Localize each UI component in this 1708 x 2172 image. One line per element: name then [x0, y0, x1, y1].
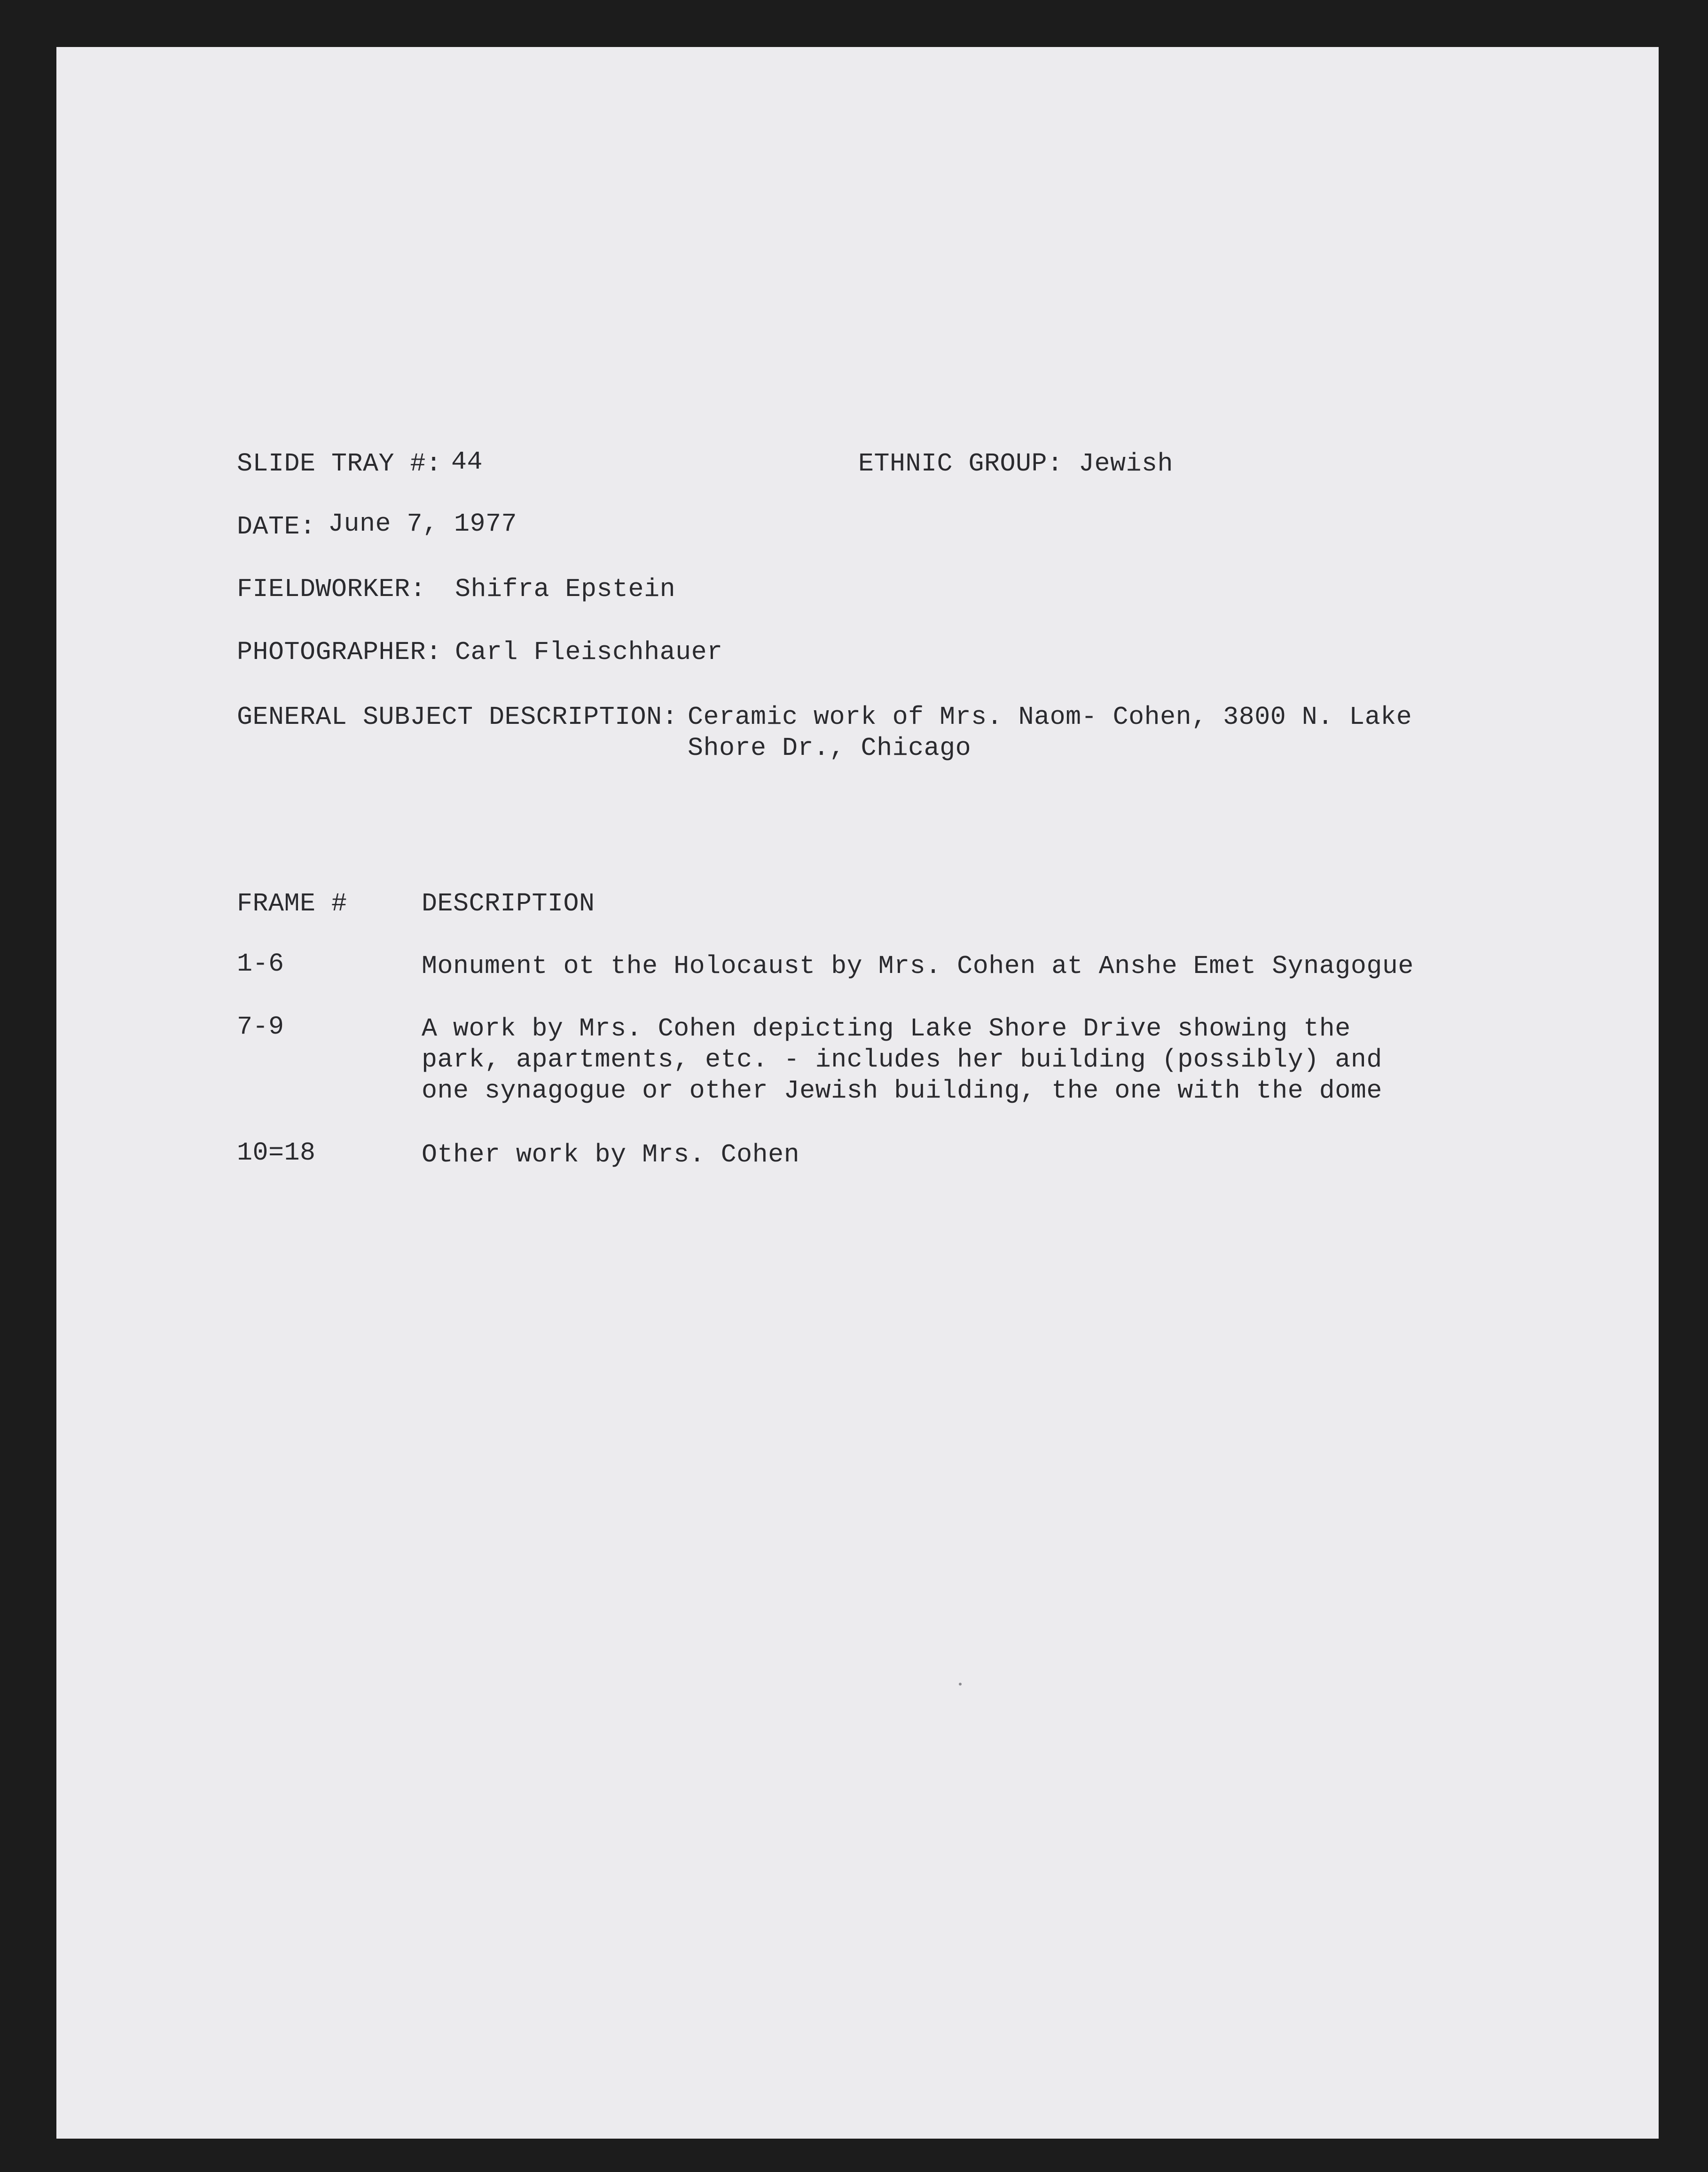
frame-description-3: Other work by Mrs. Cohen [422, 1140, 800, 1169]
frame-range-2: 7-9 [237, 1012, 284, 1042]
frame-description-2-line-1: A work by Mrs. Cohen depicting Lake Shore Drive showing the [422, 1014, 1351, 1043]
subject-line-1: Ceramic work of Mrs. Naom- Cohen, 3800 N. Lake [688, 702, 1412, 732]
subject-label: GENERAL SUBJECT DESCRIPTION: [237, 702, 678, 732]
photographer-label: PHOTOGRAPHER: [237, 637, 442, 667]
frame-description-2-line-3: one synagogue or other Jewish building, the one with the dome [422, 1076, 1382, 1106]
photographer-value: Carl Fleischhauer [455, 637, 723, 667]
frame-range-3: 10=18 [237, 1138, 316, 1168]
slide-tray-value: 44 [451, 447, 483, 477]
fieldworker-value: Shifra Epstein [455, 574, 676, 604]
date-value: June 7, 1977 [328, 509, 517, 539]
frame-range-1: 1-6 [237, 949, 284, 979]
frame-column-header: FRAME # [237, 889, 347, 918]
subject-line-2: Shore Dr., Chicago [688, 733, 972, 763]
paper-speck [959, 1683, 962, 1686]
description-column-header: DESCRIPTION [422, 889, 595, 918]
ethnic-group-label: ETHNIC GROUP: [858, 449, 1063, 478]
date-label: DATE: [237, 512, 316, 541]
slide-tray-label: SLIDE TRAY #: [237, 449, 442, 478]
document-page [56, 47, 1659, 2139]
frame-description-2-line-2: park, apartments, etc. - includes her building (possibly) and [422, 1045, 1382, 1074]
ethnic-group-value: Jewish [1079, 449, 1174, 478]
fieldworker-label: FIELDWORKER: [237, 574, 426, 604]
frame-description-1: Monument ot the Holocaust by Mrs. Cohen at Anshe Emet Synagogue [422, 951, 1414, 981]
